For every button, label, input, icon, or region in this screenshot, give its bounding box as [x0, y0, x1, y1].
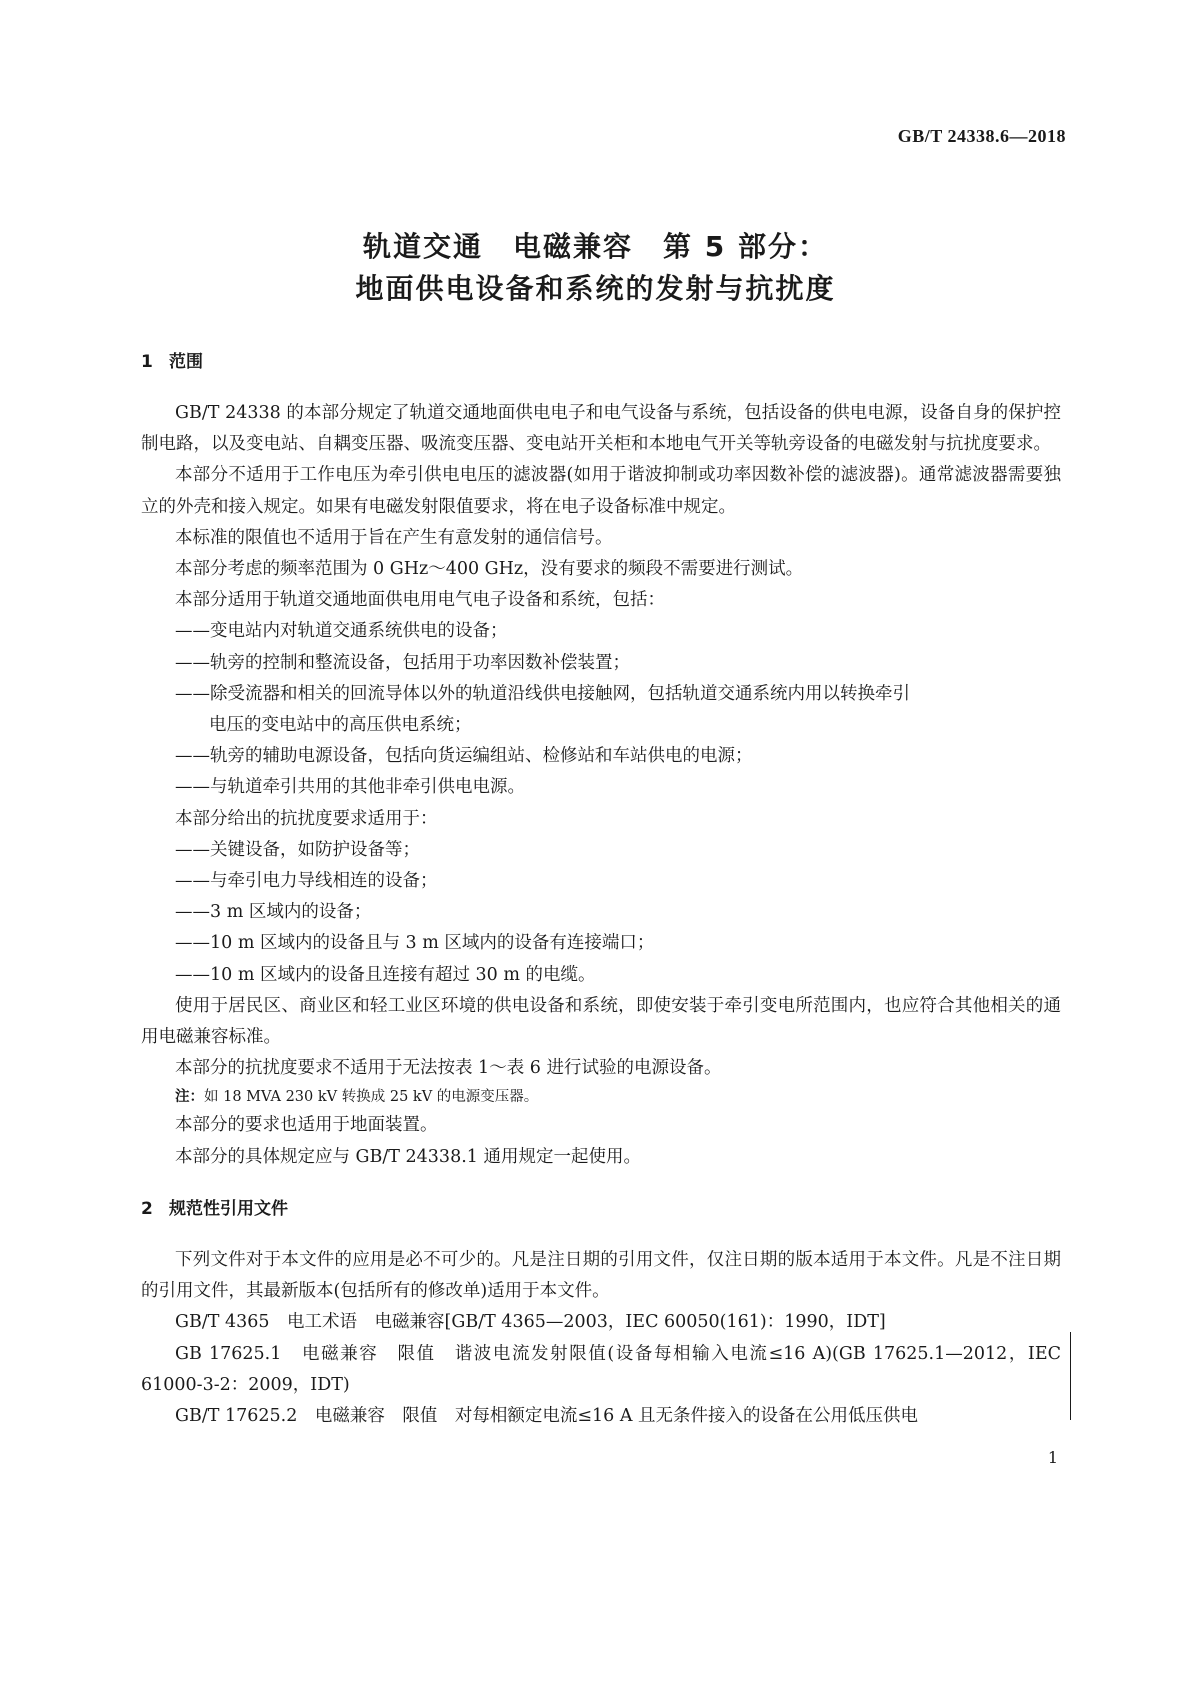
list-item: ——轨旁的控制和整流设备，包括用于功率因数补偿装置； — [175, 652, 630, 673]
paragraph: 本部分的抗扰度要求不适用于无法按表 1～表 6 进行试验的电源设备。 — [175, 1058, 722, 1079]
section-1-heading: 1 范围 — [141, 352, 203, 372]
margin-rule — [1070, 1332, 1071, 1420]
paragraph: 本部分不适用于工作电压为牵引供电电压的滤波器(如用于谐波抑制或功率因数补偿的滤波器)。通常滤波器需要独立的外壳和接入规定。如果有电磁发射限值要求，将在电子设备标准中规定。 — [141, 465, 1061, 517]
page-number: 1 — [1047, 1448, 1058, 1467]
paragraph: 本标准的限值也不适用于旨在产生有意发射的通信信号。 — [175, 527, 613, 548]
list-item: ——3 m 区域内的设备； — [175, 902, 372, 923]
paragraph: 使用于居民区、商业区和轻工业区环境的供电设备和系统，即使安装于牵引变电所范围内，也应符合其他相关的通用电磁兼容标准。 — [141, 995, 1061, 1048]
section-2-heading: 2 规范性引用文件 — [141, 1199, 288, 1219]
section-1-body — [141, 398, 1061, 1173]
list-item: ——与牵引电力导线相连的设备； — [175, 871, 438, 892]
paragraph: 本部分的具体规定应与 GB/T 24338.1 通用规定一起使用。 — [175, 1146, 641, 1167]
paragraph: GB/T 24338 的本部分规定了轨道交通地面供电电子和电气设备与系统，包括设备的供电电源，设备自身的保护控制电路，以及变电站、自耦变压器、吸流变压器、变电站开关柜和本地电气开关等轨旁设备的电磁发射与抗扰度要求。 — [141, 403, 1061, 455]
standard-code: GB/T 24338.6—2018 — [897, 126, 1066, 146]
note-text: 如 18 MVA 230 kV 转换成 25 kV 的电源变压器。 — [204, 1089, 539, 1106]
note — [141, 1084, 1061, 1110]
document-title — [0, 226, 1191, 310]
paragraph: 下列文件对于本文件的应用是必不可少的。凡是注日期的引用文件，仅注日期的版本适用于本文件。凡是不注日期的引用文件，其最新版本(包括所有的修改单)适用于本文件。 — [141, 1250, 1061, 1302]
list-item: ——除受流器和相关的回流导体以外的轨道沿线供电接触网，包括轨道交通系统内用以转换牵引 — [175, 683, 910, 704]
title-line-2: 地面供电设备和系统的发射与抗扰度 — [355, 272, 836, 305]
list-item: ——10 m 区域内的设备且连接有超过 30 m 的电缆。 — [175, 964, 596, 985]
list-item: ——轨旁的辅助电源设备，包括向货运编组站、检修站和车站供电的电源； — [175, 746, 753, 767]
title-line-1: 轨道交通 电磁兼容 第 5 部分： — [362, 230, 828, 263]
list-item: ——与轨道牵引共用的其他非牵引供电电源。 — [175, 777, 525, 798]
section-2-body — [141, 1245, 1061, 1432]
reference-item: GB 17625.1 电磁兼容 限值 谐波电流发射限值(设备每相输入电流≤16 A)(GB 17625.1—2012，IEC 61000-3-2：2009，IDT) — [141, 1343, 1061, 1395]
list-item: ——10 m 区域内的设备且与 3 m 区域内的设备有连接端口； — [175, 933, 655, 954]
note-label: 注： — [175, 1089, 204, 1106]
paragraph: 本部分适用于轨道交通地面供电用电气电子设备和系统，包括： — [175, 590, 665, 611]
reference-item: GB/T 4365 电工术语 电磁兼容[GB/T 4365—2003，IEC 60050(161)：1990，IDT] — [175, 1312, 886, 1333]
paragraph: 本部分考虑的频率范围为 0 GHz～400 GHz，没有要求的频段不需要进行测试。 — [175, 559, 804, 580]
list-item: ——关键设备，如防护设备等； — [175, 839, 420, 860]
paragraph: 本部分的要求也适用于地面装置。 — [175, 1115, 438, 1136]
paragraph: 本部分给出的抗扰度要求适用于： — [175, 808, 438, 829]
list-item-continuation: 电压的变电站中的高压供电系统； — [209, 715, 472, 736]
list-item: ——变电站内对轨道交通系统供电的设备； — [175, 621, 508, 642]
reference-item: GB/T 17625.2 电磁兼容 限值 对每相额定电流≤16 A 且无条件接入的设备在公用低压供电 — [175, 1406, 919, 1427]
